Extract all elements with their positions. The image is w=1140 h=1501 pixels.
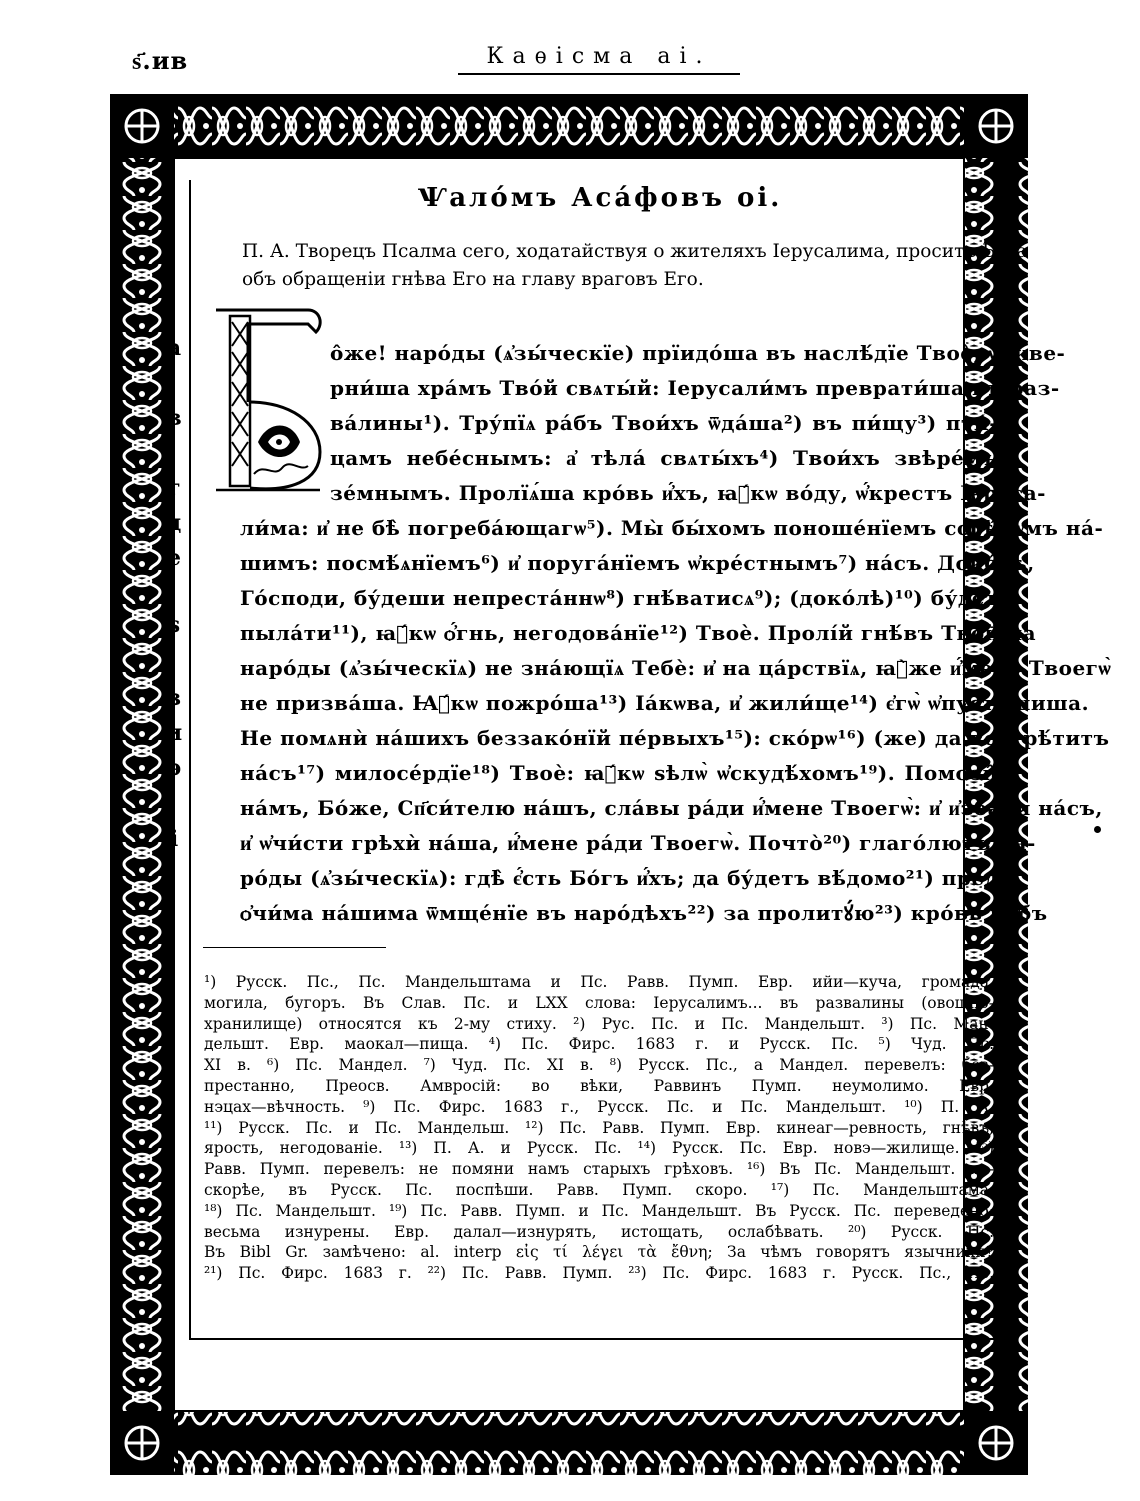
verse-number: ѕ — [167, 612, 181, 638]
psalm-line: рóды (ѧ҆зы́ческїѧ): гдѣ̀ є҆́сть Бо́гъ и҆́хъ; да бу́детъ вѣ́домо²¹) предъ — [240, 866, 1015, 890]
drop-cap-letter: Б — [227, 320, 309, 448]
psalm-line: нáмъ, Бо́же, Сп҃си́телю нáшъ, слáвы рáди и҆́мене Твоегѡ̀: и҆ и҆збáви нáсъ, — [240, 796, 1103, 820]
psalm-line: и҆ ѡ҆чи́сти грѣхѝ нáша, и҆́мене рáди Твоегѡ̀. Почто̀²⁰) глагóлютъ на- — [240, 831, 1036, 855]
footnote-line: нэцах—вѣчность. ⁹) Пс. Фирс. 1683 г., Русск. Пс. и Пс. Мандельшт. ¹⁰) П. А. — [204, 1097, 994, 1116]
footnote-line: ¹¹) Русск. Пс. и Пс. Мандельш. ¹²) Пс. Равв. Пумп. Евр. кинеаг—ревность, гнѣвъ, — [204, 1118, 994, 1137]
footnote-line: ²¹) Пс. Фирс. 1683 г. ²²) Пс. Равв. Пумп. ²³) Пс. Фирс. 1683 г. Русск. Пс., Пс. — [204, 1264, 994, 1283]
psalm-line: нарóды (ѧ҆зы́ческїѧ) не знáющїѧ Тебѐ: и҆ на цáрствїѧ, ꙗ҆̀же и҆́мене Твоегѡ̀ — [240, 656, 1112, 680]
footnote-line: весьма изнурены. Евр. далал—изнурять, истощать, ослабѣвать. ²⁰) Русск. Пс. — [204, 1222, 994, 1241]
verse-number: а — [166, 335, 182, 361]
psalm-line: ѻ҆чи́ма нáшима ѿмщéнїе въ нарóдѣхъ²²) за пролитꙋ́ю²³) кро́вь ра́бъ — [240, 901, 1048, 925]
page-number: ѕ҃.ив — [132, 46, 189, 75]
psalm-line: не призвáша. Ꙗ҆́кѡ пожрóша¹³) Іа́кѡва, и҆ жили́ще¹⁴) є҆гѡ̀ ѡ҆пусто́шиша. — [240, 691, 1090, 715]
verse-number: в — [166, 405, 182, 431]
psalm-line: вáлины¹). Тру́пїѧ рáбъ Твои́хъ ѿдáша²) въ пи́щу³) пти́- — [330, 411, 998, 435]
verse-number: и — [165, 720, 183, 746]
drop-cap-ornament-svg — [208, 302, 328, 502]
verse-number: ѳ — [166, 755, 182, 781]
psalm-title: Ѱалóмъ Асáфовъ оi. — [417, 183, 783, 213]
footnote-line: ¹⁸) Пс. Мандельшт. ¹⁹) Пс. Равв. Пумп. и Пс. Мандельшт. Въ Русск. Пс. переведено: — [204, 1201, 994, 1220]
psalm-line: цамъ небéснымъ: а҆ тѣлá свѧты́хъ⁴) Твои́хъ звѣрéмъ — [330, 446, 998, 470]
psalm-line: о̂же! нарóды (ѧ҆зы́ческїе) прїидóша въ наслѣ́дїе Твоѐ, ѡ҆скве- — [330, 341, 1066, 365]
psalm-line: пылáти¹¹), ꙗ҆́кѡ ѻ҆́гнь, негодовáнїе¹²) Твоѐ. Пролі́й гнѣ́въ Твóй на — [240, 621, 1037, 645]
footnote-line: Равв. Пумп. перевелъ: не помяни намъ старыхъ грѣховъ. ¹⁶) Въ Пс. Мандельшт. по- — [204, 1160, 994, 1179]
footnote-rule — [203, 947, 386, 948]
psalm-line: рни́ша хрáмъ Твóй свѧты́й: Іерусали́мъ преврати́ша въ раз- — [330, 376, 1060, 400]
footnote-line: Въ Bibl Gr. замѣчено: al. interp εἰς τί λέγει τὰ ἔθνη; За чѣмъ говорятъ язычники? — [204, 1243, 994, 1262]
psalm-line: ли́ма: и҆ не бѣ̀ погребáющагѡ⁵). Мы̀ бы́хомъ поношéнїемъ сосѣ́дѡмъ нá- — [240, 516, 1104, 540]
verse-number: і — [169, 826, 179, 852]
psalm-summary — [242, 238, 1028, 294]
verse-number: г — [167, 475, 181, 501]
footnote-line: XI в. ⁶) Пс. Мандел. ⁷) Чуд. Пс. XI в. ⁸) Русск. Пс., а Мандел. перевелъ: без- — [204, 1056, 994, 1075]
text-frame-bottom-rule — [189, 1338, 1009, 1340]
decorated-drop-cap — [208, 302, 328, 502]
psalm-line: нáсъ¹⁷) милосéрдїе¹⁸) Твоѐ: ꙗ҆́кѡ ѕѣлѡ̀ ѡ҆скудѣ́хомъ¹⁹). Помози̂ — [240, 761, 998, 785]
verse-number: д — [166, 510, 182, 536]
footnotes — [204, 972, 994, 1284]
summary-line: П. А. Творецъ Псалма сего, ходатайствуя о жителяхъ Іерусалима, проситъ Бога — [242, 241, 1028, 262]
footnote-line: хранилище) относятся къ 2-му стиху. ²) Рус. Пс. и Пс. Мандельшт. ³) Пс. Ман- — [204, 1014, 994, 1033]
running-head: Каѳісма ai. — [458, 44, 740, 75]
verse-number: е — [167, 545, 181, 571]
footnote-line: дельшт. Евр. маокал—пища. ⁴) Пс. Фирс. 1683 г. и Русск. Пс. ⁵) Чуд. Пс. — [204, 1035, 994, 1054]
psalm-line: зéмнымъ. Пролїѧ́ша кро́вь и҆́хъ, ꙗ҆́кѡ во́ду, ѡ҆́крестъ Іерусa- — [330, 481, 1046, 505]
footnote-line: скорѣе, въ Русск. Пс. поспѣши. Равв. Пумп. скоро. ¹⁷) Пс. Мандельштама. — [204, 1180, 994, 1199]
summary-line: объ обращеніи гнѣва Его на главу враговъ Его. — [242, 269, 704, 290]
psalm-line: шимъ: посмѣ́ѧнїемъ⁶) и҆ поругáнїемъ ѡ҆крéстнымъ⁷) нáсъ. Докóлѣ, — [240, 551, 1035, 575]
footnote-line: могила, бугоръ. Въ Слав. Пс. и LXX слова: Іерусалимъ... въ развалины (овощно- — [204, 993, 994, 1012]
margin-dot — [1094, 826, 1101, 833]
footnote-line: престанно, Преосв. Амвросій: во вѣки, Раввинъ Пумп. неумолимо. Евр. — [204, 1076, 994, 1095]
footnote-line: ярость, негодованіе. ¹³) П. А. и Русск. Пс. ¹⁴) Русск. Пс. Евр. новэ—жилище. ¹⁵) — [204, 1139, 994, 1158]
psalm-line: Не помѧнѝ нáшихъ беззакóнїй пéрвыхъ¹⁵): скóрѡ¹⁶) (же) да вострѣ́титъ — [240, 726, 1110, 750]
footnote-line: ¹) Русск. Пс., Пс. Мандельштама и Пс. Равв. Пумп. Евр. ийи—куча, громада, — [204, 973, 994, 991]
psalm-line: Гóсподи, бу́деши непрестáннѡ⁸) гнѣ́ватисѧ⁹); (докóлѣ)¹⁰) бу́детъ — [240, 586, 1014, 610]
verse-number: з — [166, 685, 182, 711]
